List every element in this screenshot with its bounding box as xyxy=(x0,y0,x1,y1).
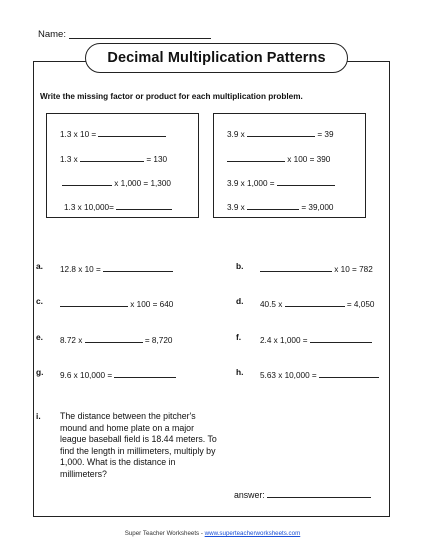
answer-blank[interactable] xyxy=(60,296,128,307)
problem-e-label: e. xyxy=(36,332,43,342)
problem-b-label: b. xyxy=(236,261,244,271)
problem-c-label: c. xyxy=(36,296,43,306)
answer-blank[interactable] xyxy=(310,332,372,343)
answer-blank[interactable] xyxy=(267,487,371,498)
answer-blank[interactable] xyxy=(103,261,173,272)
pattern-right-row-1: 3.9 x = 39 xyxy=(227,126,334,139)
answer-blank[interactable] xyxy=(85,332,143,343)
problem-d-label: d. xyxy=(236,296,244,306)
title-banner xyxy=(85,43,348,73)
pattern-left-row-3: x 1,000 = 1,300 xyxy=(62,175,171,188)
answer-blank[interactable] xyxy=(277,175,335,186)
answer-blank[interactable] xyxy=(247,199,299,210)
problem-c: x 100 = 640 xyxy=(60,296,173,309)
problem-f-label: f. xyxy=(236,332,242,342)
answer-blank[interactable] xyxy=(114,367,176,378)
answer-blank[interactable] xyxy=(319,367,379,378)
footer: Super Teacher Worksheets - www.superteacherworksheets.com xyxy=(124,530,301,537)
answer-blank[interactable] xyxy=(285,296,345,307)
pattern-right-row-3: 3.9 x 1,000 = xyxy=(227,175,335,188)
pattern-left-row-2: 1.3 x = 130 xyxy=(60,151,167,164)
problem-g: 9.6 x 10,000 = xyxy=(60,367,176,380)
answer-blank[interactable] xyxy=(116,199,172,210)
problem-e: 8.72 x = 8,720 xyxy=(60,332,172,345)
problem-h: 5.63 x 10,000 = xyxy=(260,367,379,380)
answer-row: answer: xyxy=(234,487,371,500)
name-field[interactable] xyxy=(69,28,211,39)
answer-blank[interactable] xyxy=(260,261,332,272)
answer-blank[interactable] xyxy=(227,151,285,162)
problem-a: 12.8 x 10 = xyxy=(60,261,173,274)
page-title: Decimal Multiplication Patterns xyxy=(107,50,326,66)
name-label: Name: xyxy=(38,29,66,40)
answer-blank[interactable] xyxy=(98,126,166,137)
pattern-right-row-4: 3.9 x = 39,000 xyxy=(227,199,333,212)
problem-f: 2.4 x 1,000 = xyxy=(260,332,372,345)
pattern-left-row-1: 1.3 x 10 = xyxy=(60,126,166,139)
pattern-right-row-2: x 100 = 390 xyxy=(227,151,330,164)
problem-d: 40.5 x = 4,050 xyxy=(260,296,374,309)
problem-i-label: i. xyxy=(36,411,41,421)
answer-blank[interactable] xyxy=(80,151,144,162)
pattern-left-row-4: 1.3 x 10,000= xyxy=(64,199,172,212)
problem-g-label: g. xyxy=(36,367,44,377)
problem-a-label: a. xyxy=(36,261,43,271)
word-problem-text: The distance between the pitcher's mound and home plate on a major league baseball field is 18.44 meters. To find the length in millimeters, multiply by 1,000. What is the distance in millimeters? xyxy=(60,411,217,479)
instructions: Write the missing factor or product for each multiplication problem. xyxy=(40,92,303,101)
footer-link[interactable]: www.superteacherworksheets.com xyxy=(204,530,301,537)
problem-b: x 10 = 782 xyxy=(260,261,373,274)
problem-h-label: h. xyxy=(236,367,244,377)
answer-blank[interactable] xyxy=(247,126,315,137)
answer-blank[interactable] xyxy=(62,175,112,186)
